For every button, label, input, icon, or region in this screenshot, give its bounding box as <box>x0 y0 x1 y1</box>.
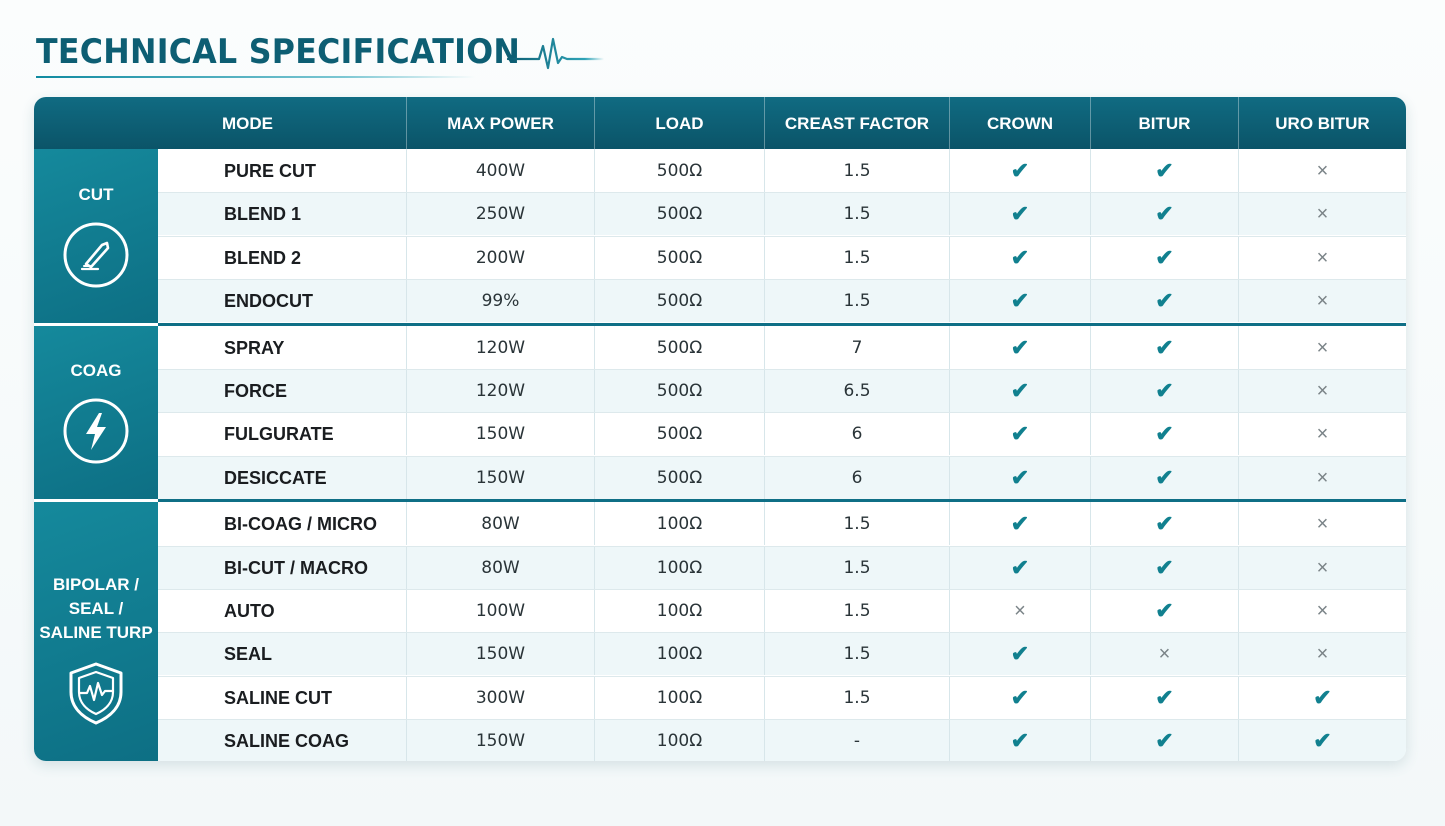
title-underline <box>36 76 476 78</box>
row-divider <box>158 412 1406 413</box>
cross-icon: × <box>1316 513 1329 536</box>
checkmark-icon: ✔ <box>1155 684 1174 710</box>
header-bitur: BITUR <box>1090 97 1238 149</box>
cell-load: 500Ω <box>594 369 764 412</box>
header-crown: CROWN <box>949 97 1090 149</box>
cell-max-power: 80W <box>406 502 594 545</box>
cell-crown <box>949 456 1090 499</box>
heartbeat-pulse-icon <box>506 36 606 70</box>
cell-mode: ENDOCUT <box>224 291 313 312</box>
cell-crown <box>949 369 1090 412</box>
cell-uro-bitur <box>1238 502 1406 545</box>
checkmark-icon: ✔ <box>1010 511 1030 537</box>
cell-load: 100Ω <box>594 719 764 761</box>
table-row <box>158 326 1406 369</box>
cell-max-power: 100W <box>406 589 594 632</box>
cell-crest-factor: - <box>764 719 949 761</box>
cross-icon: × <box>1316 556 1329 579</box>
checkmark-icon: ✔ <box>1010 288 1030 314</box>
checkmark-icon: ✔ <box>1155 554 1174 580</box>
cell-uro-bitur <box>1238 149 1406 192</box>
cell-bitur <box>1090 326 1238 369</box>
table-row <box>158 369 1406 412</box>
checkmark-icon: ✔ <box>1010 728 1030 754</box>
table-row <box>158 546 1406 589</box>
cell-mode: BLEND 2 <box>224 247 302 268</box>
cell-crest-factor: 1.5 <box>764 632 949 675</box>
checkmark-icon: ✔ <box>1155 511 1174 537</box>
checkmark-icon: ✔ <box>1155 201 1174 227</box>
cell-load: 100Ω <box>594 502 764 545</box>
checkmark-icon: ✔ <box>1155 421 1174 447</box>
cell-load: 500Ω <box>594 456 764 499</box>
table-row <box>158 279 1406 322</box>
row-divider <box>158 236 1406 237</box>
group-label-bipolar: BIPOLAR / SEAL / SALINE TURP <box>39 575 153 643</box>
cell-crown <box>949 149 1090 192</box>
checkmark-icon: ✔ <box>1155 728 1174 754</box>
cell-crown <box>949 502 1090 545</box>
cell-bitur <box>1090 456 1238 499</box>
cell-uro-bitur <box>1238 676 1406 719</box>
cross-icon: × <box>1316 160 1329 182</box>
checkmark-icon: ✔ <box>1155 334 1174 360</box>
cell-max-power: 120W <box>406 369 594 412</box>
cell-load: 100Ω <box>594 676 764 719</box>
cell-mode: FULGURATE <box>224 424 334 445</box>
checkmark-icon: ✔ <box>1010 158 1030 183</box>
cell-load: 100Ω <box>594 546 764 589</box>
cross-icon: × <box>1316 336 1329 359</box>
cell-max-power: 80W <box>406 546 594 589</box>
cross-icon: × <box>1316 246 1329 269</box>
scalpel-icon <box>62 221 130 294</box>
cross-icon: × <box>1316 600 1329 622</box>
cell-crown <box>949 546 1090 589</box>
group-label-coag: COAG <box>70 361 122 381</box>
cell-mode: DESICCATE <box>224 467 327 488</box>
cell-bitur <box>1090 676 1238 719</box>
cell-mode: AUTO <box>224 601 275 621</box>
cell-bitur <box>1090 412 1238 455</box>
checkmark-icon: ✔ <box>1155 288 1174 314</box>
cell-mode: PURE CUT <box>224 161 317 181</box>
cell-mode: FORCE <box>224 381 287 401</box>
checkmark-icon: ✔ <box>1010 554 1030 580</box>
cell-bitur <box>1090 369 1238 412</box>
checkmark-icon: ✔ <box>1313 684 1332 710</box>
cell-crest-factor: 7 <box>764 326 949 369</box>
cross-icon: × <box>1158 643 1171 666</box>
checkmark-icon: ✔ <box>1010 464 1030 490</box>
row-divider <box>158 632 1406 633</box>
checkmark-icon: ✔ <box>1313 728 1332 754</box>
cell-crown <box>949 632 1090 675</box>
cross-icon: × <box>1316 290 1329 313</box>
cell-crest-factor: 1.5 <box>764 676 949 719</box>
cross-icon: × <box>1316 466 1329 489</box>
cell-crown <box>949 192 1090 235</box>
cell-mode: BLEND 1 <box>224 204 302 225</box>
checkmark-icon: ✔ <box>1155 378 1174 403</box>
cell-uro-bitur <box>1238 546 1406 589</box>
title-block <box>36 30 616 82</box>
shield-heartbeat-icon <box>62 659 130 732</box>
cell-uro-bitur <box>1238 369 1406 412</box>
checkmark-icon: ✔ <box>1155 158 1174 183</box>
row-divider <box>158 589 1406 590</box>
page-title: TECHNICAL SPECIFICATION <box>36 32 521 72</box>
cell-uro-bitur <box>1238 456 1406 499</box>
cell-max-power: 250W <box>406 192 594 235</box>
row-divider <box>158 719 1406 720</box>
cell-crest-factor: 6 <box>764 412 949 455</box>
cell-uro-bitur <box>1238 192 1406 235</box>
cell-max-power: 300W <box>406 676 594 719</box>
header-mode: MODE <box>222 114 273 133</box>
cell-crest-factor: 1.5 <box>764 149 949 192</box>
table-row <box>158 589 1406 632</box>
cell-max-power: 150W <box>406 632 594 675</box>
cell-bitur <box>1090 632 1238 675</box>
cell-load: 500Ω <box>594 326 764 369</box>
cell-crown <box>949 279 1090 322</box>
cell-crown <box>949 589 1090 632</box>
header-crest-factor: CREAST FACTOR <box>764 97 949 149</box>
cell-crest-factor: 1.5 <box>764 236 949 279</box>
cell-mode: BI-COAG / MICRO <box>224 514 377 535</box>
cell-crown <box>949 412 1090 455</box>
checkmark-icon: ✔ <box>1155 464 1174 490</box>
cell-bitur <box>1090 236 1238 279</box>
row-divider <box>158 279 1406 280</box>
cell-crest-factor: 1.5 <box>764 502 949 545</box>
cell-crest-factor: 1.5 <box>764 279 949 322</box>
checkmark-icon: ✔ <box>1010 684 1030 710</box>
cell-load: 500Ω <box>594 149 764 192</box>
row-divider <box>158 456 1406 457</box>
cell-uro-bitur <box>1238 326 1406 369</box>
cell-max-power: 150W <box>406 719 594 761</box>
cell-crest-factor: 6.5 <box>764 369 949 412</box>
checkmark-icon: ✔ <box>1010 421 1030 447</box>
cell-max-power: 400W <box>406 149 594 192</box>
cell-max-power: 150W <box>406 412 594 455</box>
cell-crest-factor: 1.5 <box>764 192 949 235</box>
header-load: LOAD <box>594 97 764 149</box>
cell-crest-factor: 1.5 <box>764 546 949 589</box>
cell-bitur <box>1090 502 1238 545</box>
cell-load: 100Ω <box>594 632 764 675</box>
cell-uro-bitur <box>1238 236 1406 279</box>
cell-load: 500Ω <box>594 412 764 455</box>
cell-load: 500Ω <box>594 236 764 279</box>
cross-icon: × <box>1316 643 1329 666</box>
row-divider <box>158 192 1406 193</box>
table-row <box>158 719 1406 761</box>
cell-bitur <box>1090 546 1238 589</box>
row-divider <box>158 676 1406 677</box>
table-row <box>158 412 1406 455</box>
checkmark-icon: ✔ <box>1010 244 1030 270</box>
cell-mode: SALINE COAG <box>224 731 350 752</box>
cell-max-power: 120W <box>406 326 594 369</box>
group-panel-bipolar <box>34 502 158 761</box>
cross-icon: × <box>1316 203 1329 226</box>
cell-load: 100Ω <box>594 589 764 632</box>
table-row <box>158 192 1406 235</box>
cell-uro-bitur <box>1238 412 1406 455</box>
table-row <box>158 456 1406 499</box>
group-panel-cut <box>34 149 158 323</box>
cell-uro-bitur <box>1238 279 1406 322</box>
cell-bitur <box>1090 192 1238 235</box>
table-row <box>158 502 1406 545</box>
cell-crown <box>949 326 1090 369</box>
table-row <box>158 236 1406 279</box>
table-header <box>34 97 1406 149</box>
checkmark-icon: ✔ <box>1010 378 1030 403</box>
cell-max-power: 99% <box>406 279 594 322</box>
header-uro-bitur: URO BITUR <box>1238 97 1406 149</box>
table-row <box>158 149 1406 192</box>
cell-crown <box>949 719 1090 761</box>
cell-bitur <box>1090 149 1238 192</box>
lightning-bolt-icon <box>62 397 130 470</box>
header-max-power: MAX POWER <box>406 97 594 149</box>
cell-bitur <box>1090 279 1238 322</box>
row-divider <box>158 369 1406 370</box>
cell-uro-bitur <box>1238 589 1406 632</box>
row-divider <box>158 546 1406 547</box>
cell-load: 500Ω <box>594 279 764 322</box>
group-panel-coag <box>34 326 158 500</box>
cell-crown <box>949 236 1090 279</box>
cross-icon: × <box>1014 600 1026 622</box>
cell-load: 500Ω <box>594 192 764 235</box>
cell-crest-factor: 1.5 <box>764 589 949 632</box>
cell-uro-bitur <box>1238 719 1406 761</box>
cell-uro-bitur <box>1238 632 1406 675</box>
cell-crown <box>949 676 1090 719</box>
checkmark-icon: ✔ <box>1010 641 1030 667</box>
checkmark-icon: ✔ <box>1155 598 1174 623</box>
cell-bitur <box>1090 589 1238 632</box>
cell-mode: BI-CUT / MACRO <box>224 557 368 578</box>
cell-mode: SALINE CUT <box>224 687 332 708</box>
group-label-cut: CUT <box>78 184 114 204</box>
table-row <box>158 632 1406 675</box>
spec-table <box>34 97 1406 761</box>
checkmark-icon: ✔ <box>1010 334 1030 360</box>
cell-crest-factor: 6 <box>764 456 949 499</box>
cell-mode: SEAL <box>224 644 273 665</box>
cell-max-power: 150W <box>406 456 594 499</box>
checkmark-icon: ✔ <box>1155 244 1174 270</box>
cross-icon: × <box>1316 380 1329 402</box>
table-row <box>158 676 1406 719</box>
checkmark-icon: ✔ <box>1010 201 1030 227</box>
cell-mode: SPRAY <box>224 337 285 358</box>
cell-bitur <box>1090 719 1238 761</box>
cross-icon: × <box>1316 423 1329 446</box>
cell-max-power: 200W <box>406 236 594 279</box>
